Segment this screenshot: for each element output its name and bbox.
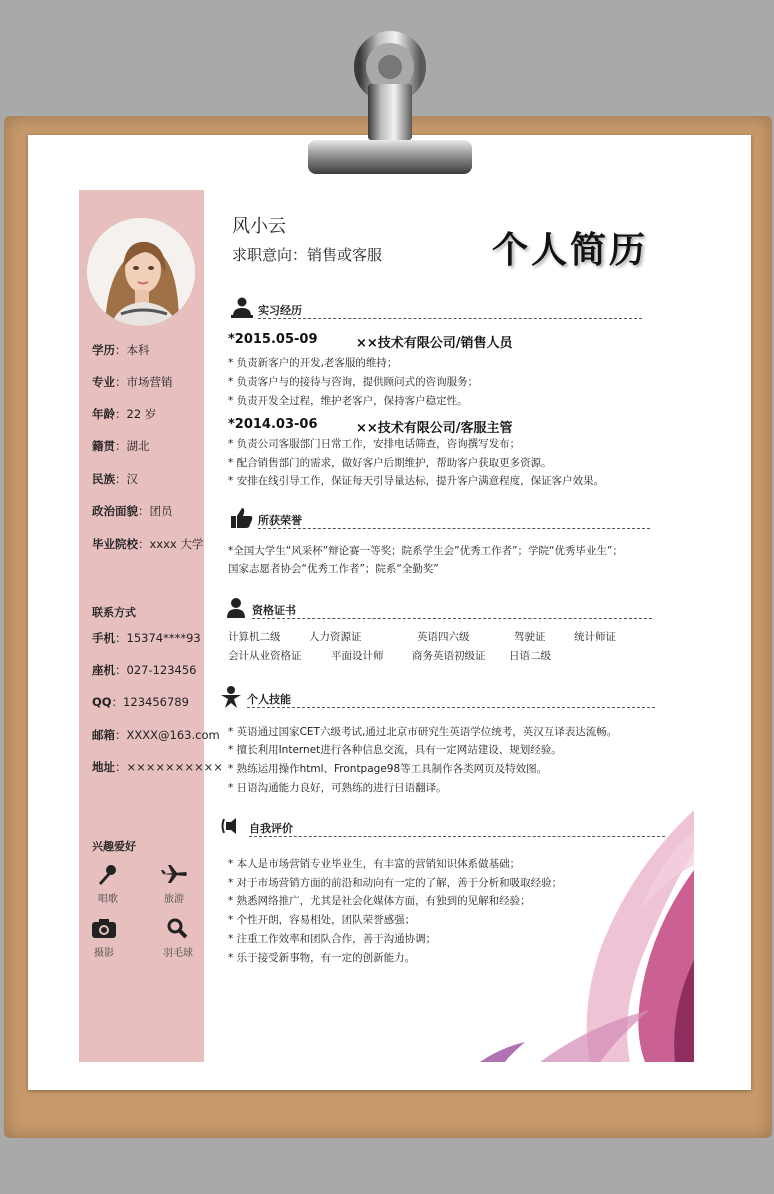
job-company: ××技术有限公司/销售人员: [356, 336, 513, 351]
hobby-travel: 旅游: [154, 862, 194, 905]
job-duty: * 负责新客户的开发,老客服的维持；: [228, 357, 398, 369]
hobby-singing: 唱歌: [88, 862, 128, 905]
self-eval-line: * 对于市场营销方面的前沿和动向有一定的了解，善于分析和吸取经验；: [228, 877, 563, 889]
decorative-swirl: [480, 810, 694, 1062]
job-duty: * 配合销售部门的需求，做好客户后期维护，帮助客户获取更多资源。: [228, 457, 552, 469]
honor-line: 国家志愿者协会“优秀工作者”；院系“全勤奖”: [228, 563, 439, 575]
job-company: ××技术有限公司/客服主管: [356, 421, 513, 436]
candidate-name: 风小云: [232, 216, 286, 237]
avatar: [87, 218, 195, 326]
job-date: *2015.05-09: [228, 332, 318, 347]
person-desk-icon: [230, 296, 254, 320]
info-political: 政治面貌：团员: [92, 504, 173, 518]
section-divider: [258, 318, 642, 319]
self-eval-line: * 个性开朗，容易相处，团队荣誉感强；: [228, 914, 416, 926]
hobby-heading: 兴趣爱好: [92, 840, 136, 853]
cert-item: 英语四六级: [417, 631, 470, 643]
self-eval-line: * 乐于接受新事物，有一定的创新能力。: [228, 952, 416, 964]
cert-item: 日语二级: [509, 650, 551, 662]
contact-phone: 座机：027-123456: [92, 663, 197, 677]
contact-mobile: 手机：15374****93: [92, 631, 201, 645]
person-icon: [224, 596, 248, 620]
contact-address: 地址：××××××××××: [92, 760, 223, 774]
section-divider: [247, 707, 655, 708]
job-intent: 求职意向：销售或客服: [232, 246, 383, 264]
hobby-photography: 摄影: [84, 916, 124, 959]
thumbs-up-icon: [230, 506, 254, 530]
speaker-waves-icon: [221, 814, 245, 838]
job-duty: * 负责开发全过程，维护老客户，保持客户稳定性。: [228, 395, 468, 407]
self-eval-line: * 本人是市场营销专业毕业生，有丰富的营销知识体系做基础；: [228, 858, 521, 870]
resume-title: 个人简历: [492, 229, 649, 271]
section-title: 实习经历: [258, 304, 302, 317]
skill-line: * 英语通过国家CET六级考试,通过北京市研究生英语学位统考，英汉互译表达流畅。: [228, 726, 618, 738]
cert-item: 统计师证: [574, 631, 616, 643]
job-duty: * 安排在线引导工作，保证每天引导量达标，提升客户满意程度，保证客户效果。: [228, 475, 605, 487]
self-eval-line: * 熟悉网络推广，尤其是社会化媒体方面，有独到的见解和经验；: [228, 895, 531, 907]
info-hometown: 籍贯：湖北: [92, 439, 150, 453]
info-school: 毕业院校：xxxx 大学: [92, 537, 204, 551]
cert-item: 会计从业资格证: [228, 650, 302, 662]
job-duty: * 负责客户与的接待与咨询，提供顾问式的咨询服务；: [228, 376, 479, 388]
camera-icon: [91, 916, 117, 940]
cert-item: 驾驶证: [514, 631, 546, 643]
info-education: 学历：本科: [92, 343, 150, 357]
skill-line: * 熟练运用操作html、Frontpage98等工具制作各类网页及特效图。: [228, 763, 548, 775]
portrait-photo: [87, 218, 195, 326]
cert-item: 平面设计师: [331, 650, 384, 662]
section-title: 所获荣誉: [258, 514, 302, 527]
section-title: 自我评价: [249, 822, 293, 835]
cert-item: 商务英语初级证: [412, 650, 486, 662]
info-ethnicity: 民族：汉: [92, 472, 138, 486]
cert-item: 计算机二级: [228, 631, 281, 643]
cert-item: 人力资源证: [309, 631, 362, 643]
section-title: 资格证书: [252, 604, 296, 617]
binder-clip-icon: [306, 22, 474, 177]
section-divider: [258, 528, 650, 529]
contact-email: 邮箱：XXXX@163.com: [92, 728, 220, 742]
honor-line: *全国大学生“风采杯”辩论赛一等奖；院系学生会”优秀工作者”；学院“优秀毕业生”；: [228, 545, 623, 557]
section-divider: [252, 618, 652, 619]
airplane-icon: [160, 862, 188, 886]
contact-heading: 联系方式: [92, 606, 136, 619]
person-star-icon: [219, 685, 243, 709]
hobby-badminton: 羽毛球: [158, 916, 198, 959]
contact-qq: QQ：123456789: [92, 695, 189, 709]
magnifier-icon: [166, 916, 190, 940]
job-date: *2014.03-06: [228, 417, 318, 432]
skill-line: * 日语沟通能力良好，可熟练的进行日语翻译。: [228, 782, 447, 794]
skill-line: * 擅长利用Internet进行各种信息交流，具有一定网站建设、规划经验。: [228, 744, 562, 756]
section-title: 个人技能: [247, 693, 291, 706]
self-eval-line: * 注重工作效率和团队合作，善于沟通协调；: [228, 933, 437, 945]
info-age: 年龄：22 岁: [92, 407, 157, 421]
info-major: 专业：市场营销: [92, 375, 173, 389]
microphone-icon: [96, 862, 120, 886]
job-duty: * 负责公司客服部门日常工作，安排电话筛查，咨询撰写发布；: [228, 438, 521, 450]
